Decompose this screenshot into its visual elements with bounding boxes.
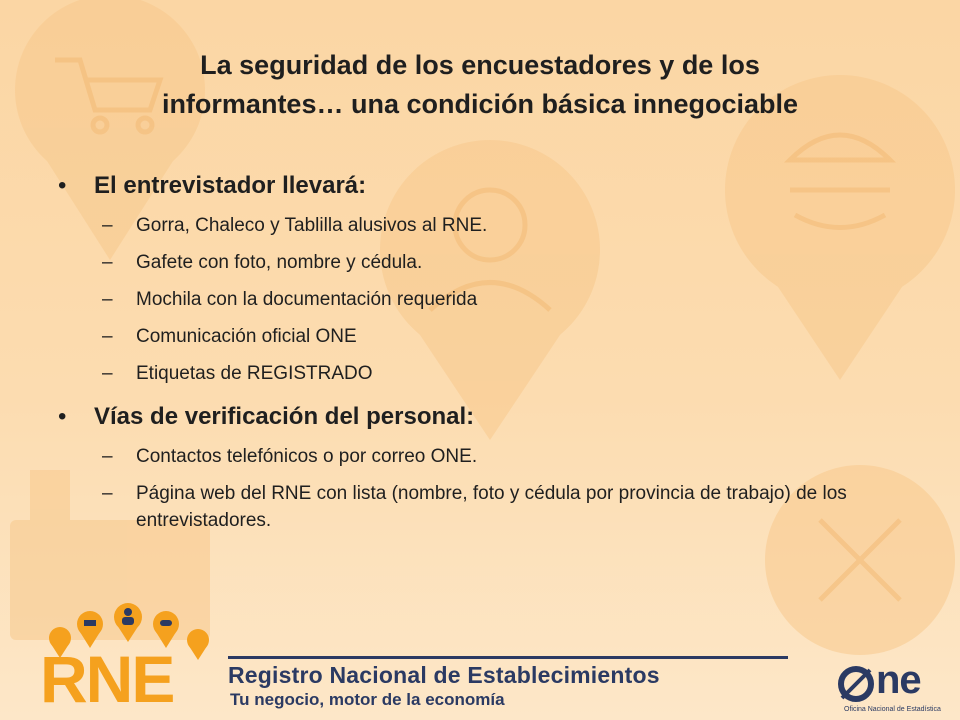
- bullet-marker: •: [58, 403, 67, 430]
- slide-title-line-2: informantes… una condición básica innegociable: [161, 89, 799, 119]
- list-item-text: Etiquetas de REGISTRADO: [136, 363, 373, 384]
- dash-marker: –: [102, 252, 113, 273]
- sub-list-entrevistador: [58, 212, 888, 387]
- slide-content: [58, 170, 888, 548]
- one-logo-text: ne: [876, 658, 921, 702]
- list-item: [102, 286, 888, 313]
- list-item: [102, 360, 888, 387]
- list-item-text: Gorra, Chaleco y Tablilla alusivos al RNE.: [136, 215, 488, 236]
- one-logo-mark: [841, 669, 871, 699]
- bullet-marker: •: [58, 172, 67, 199]
- list-item: [102, 212, 888, 239]
- dash-marker: –: [102, 289, 113, 310]
- slide-title: [40, 46, 920, 124]
- dash-marker: –: [102, 446, 113, 467]
- list-item-text: Comunicación oficial ONE: [136, 326, 357, 347]
- list-item-text: Página web del RNE con lista (nombre, foto y cédula por provincia de trabajo) de los entrevistadores.: [136, 483, 847, 531]
- org-tagline: Tu negocio, motor de la economía: [230, 690, 505, 709]
- dash-marker: –: [102, 215, 113, 236]
- org-name: Registro Nacional de Establecimientos: [228, 662, 660, 688]
- list-item: [102, 443, 888, 470]
- list-item-text: Contactos telefónicos o por correo ONE.: [136, 446, 478, 467]
- bullet-entrevistador: [58, 170, 888, 202]
- bullet-heading: El entrevistador llevará:: [94, 172, 367, 199]
- slide-title-line-1: La seguridad de los encuestadores y de los: [200, 50, 760, 80]
- bullet-verificacion: [58, 401, 888, 433]
- dash-marker: –: [102, 326, 113, 347]
- list-item: [102, 323, 888, 350]
- one-logo-caption: Oficina Nacional de Estadística: [844, 706, 941, 713]
- dash-marker: –: [102, 483, 113, 504]
- list-item-text: Mochila con la documentación requerida: [136, 289, 478, 310]
- dash-marker: –: [102, 363, 113, 384]
- rne-logo-text: RNE: [40, 642, 174, 716]
- list-item: [102, 480, 888, 534]
- list-item-text: Gafete con foto, nombre y cédula.: [136, 252, 423, 273]
- sub-list-verificacion: [58, 443, 888, 534]
- bullet-heading: Vías de verificación del personal:: [94, 403, 475, 430]
- list-item: [102, 249, 888, 276]
